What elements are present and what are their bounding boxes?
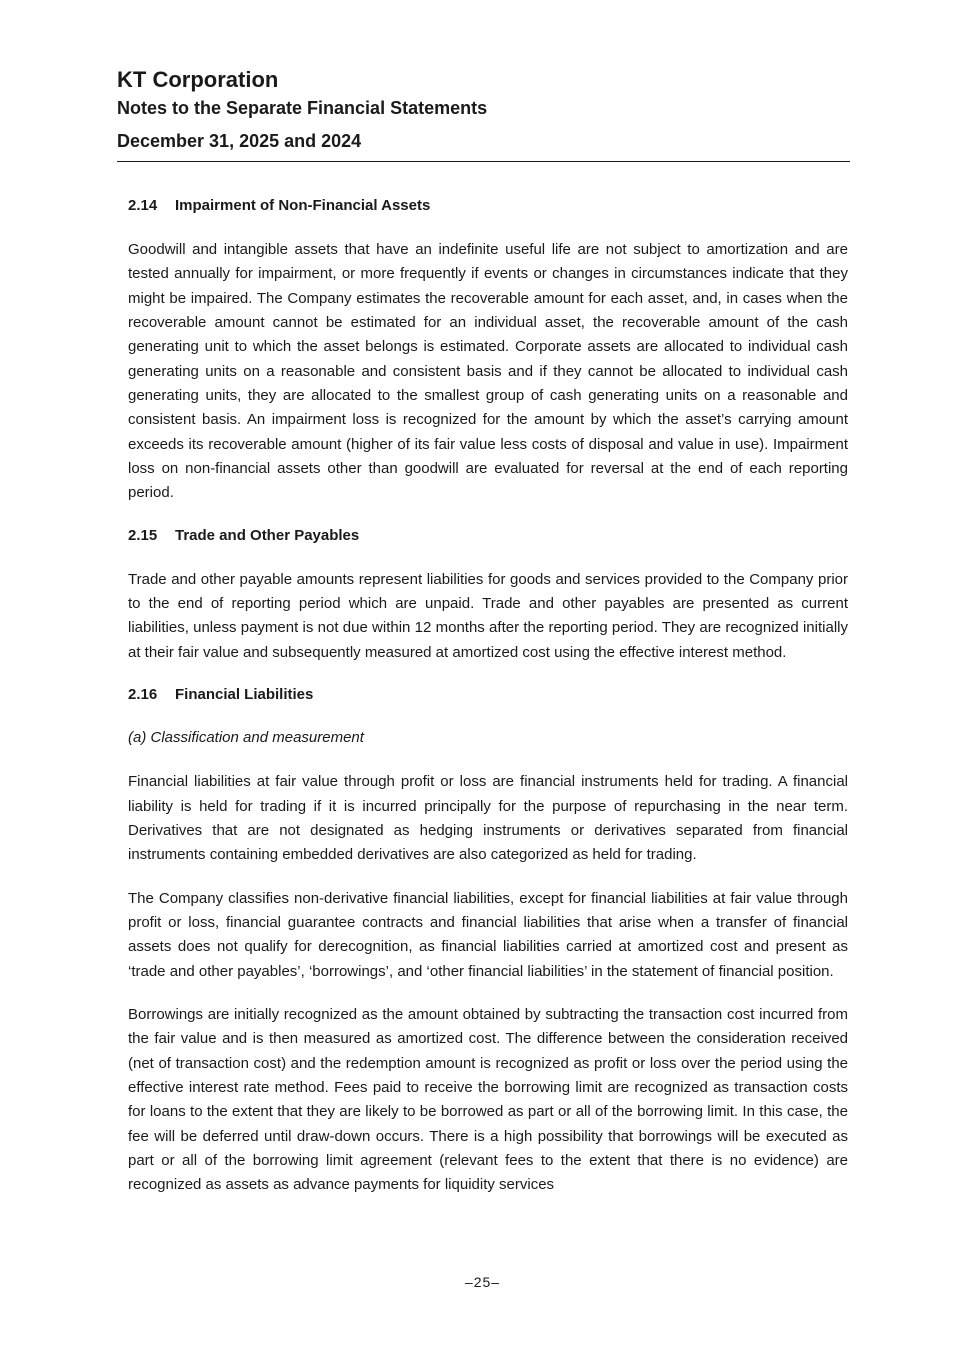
paragraph: Trade and other payable amounts represent liabilities for goods and services provided to the Company prior to the end of reporting period which are unpaid. Trade and other payables are presented as current liabilities, unless payment is not due within 12 months after the reporting period. They are recognized initially at their fair value and subsequently measured at amortized cost using the effective interest method.	[128, 570, 848, 661]
section-number: 2.16	[128, 686, 158, 704]
company-name: KT Corporation	[117, 67, 279, 92]
paragraph: The Company classifies non-derivative financial liabilities, except for financial liabilities at fair value through profit or loss, financial guarantee contracts and financial liabilities that arise when a transfer of financial assets does not qualify for derecognition, as financial liabilities carried at amortized cost and present as ‘trade and other payables’, ‘borrowings’, and ‘other financial liabilities’ in the statement of financial position.	[128, 889, 848, 980]
section-title: Impairment of Non-Financial Assets	[175, 197, 431, 214]
section-title: Financial Liabilities	[175, 686, 314, 704]
paragraph: Borrowings are initially recognized as the amount obtained by subtracting the transaction cost incurred from the fair value and is then measured as amortized cost. The difference between the consideration received (net of transaction cost) and the redemption amount is recognized as profit or loss over the period using the effective interest rate method. Fees paid to receive the borrowing limit are recognized as transaction costs for loans to the extent that they are likely to be borrowed as part or all of the borrowing limit. In this case, the fee will be deferred until draw-down occurs. There is a high possibility that borrowings will be executed as part or all of the borrowing limit agreement (relevant fees to the extent that there is no evidence) are recognized as assets as advance payments for liquidity services	[128, 1005, 848, 1194]
paragraph: Goodwill and intangible assets that have an indefinite useful life are not subject to amortization and are tested annually for impairment, or more frequently if events or changes in circumstances indicate that they might be impaired. The Company estimates the recoverable amount for each asset, and, in cases when the recoverable amount cannot be estimated for an individual asset, the recoverable amount of the cash generating unit to which the asset belongs is estimated. Corporate assets are allocated to individual cash generating units on a reasonable and consistent basis and if they cannot be allocated to individual cash generating units, they are allocated to the smallest group of cash generating units on a reasonable and consistent basis. An impairment loss is recognized for the amount by which the asset’s carrying amount exceeds its recoverable amount (higher of its fair value less costs of disposal and value in use). Impairment loss on non-financial assets other than goodwill are evaluated for reversal at the end of each reporting period.	[128, 241, 848, 502]
section-heading-2-14	[128, 195, 848, 217]
section-heading-2-16	[128, 684, 848, 706]
subsection-heading: (a) Classification and measurement	[128, 729, 364, 747]
statement-date: December 31, 2025 and 2024	[117, 131, 362, 151]
section-heading-2-15	[128, 525, 848, 547]
section-title: Trade and Other Payables	[175, 526, 360, 544]
document-header	[117, 66, 850, 153]
paragraph: Financial liabilities at fair value through profit or loss are financial instruments held for trading. A financial liability is held for trading if it is incurred principally for the purpose of repurchasing in the near term. Derivatives that are not designated as hedging instruments or derivatives separated from financial instruments containing embedded derivatives are also categorized as held for trading.	[128, 773, 848, 864]
header-divider	[117, 161, 850, 162]
section-number: 2.14	[128, 197, 158, 214]
page-number: –25–	[464, 1274, 501, 1290]
document-body	[128, 195, 848, 1217]
section-number: 2.15	[128, 526, 158, 544]
document-subtitle: Notes to the Separate Financial Statements	[117, 98, 488, 118]
